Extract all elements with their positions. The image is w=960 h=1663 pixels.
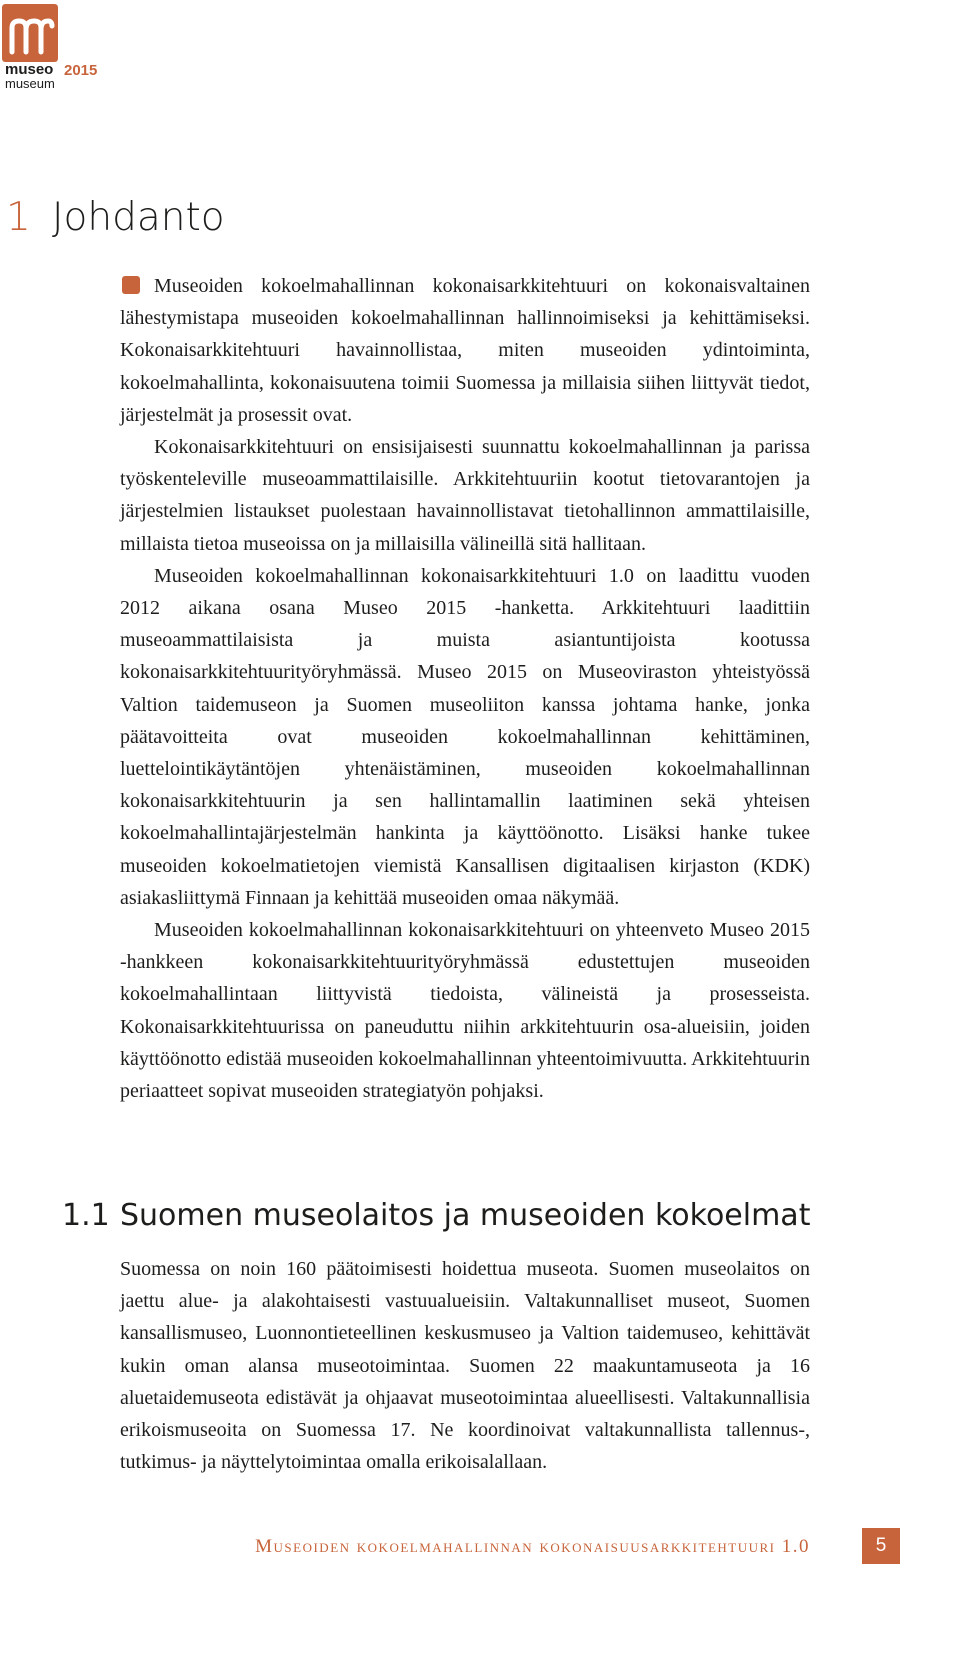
intro-paragraph-3: Museoiden kokoelmahallinnan kokonaisarkkitehtuuri 1.0 on laadittu vuoden 2012 aikana osana Museo 2015 -hanketta. Arkkitehtuuri laadittiin museoammattilaisista ja muista asiantuntijoista kootussa kokonaisarkkitehtuurityöryhmässä. Museo 2015 on Museoviraston yhteistyössä Valtion taidemuseon ja Suomen museoliiton kanssa johtama hanke, jonka päätavoitteita ovat museoiden kokoelmahallinnan kehittäminen, luettelointikäytäntöjen yhtenäistäminen, museoiden kokoelmahallinnan kokonaisarkkitehtuurin ja sen hallintamallin laatiminen sekä yhteisen kokoelmahallintajärjestelmän hankinta ja käyttöönotto. Lisäksi hanke tukee museoiden kokoelmatietojen viemistä Kansallisen digitaalisen kirjaston (KDK) asiakasliittymä Finnaan ja kehittää museoiden omaa näkymää. xyxy=(120,564,810,909)
museo-m-logo-icon xyxy=(2,4,58,62)
logo-subtitle: museum xyxy=(5,76,55,91)
intro-paragraph-4: Museoiden kokoelmahallinnan kokonaisarkkitehtuuri on yhteenveto Museo 2015 -hankkeen kokonaisarkkitehtuurityöryhmässä edustettujen museoiden kokoelmahallintaan liittyvistä tiedoista, välineistä ja prosesseista. Kokonaisarkkitehtuurissa on paneuduttu niihin arkkitehtuurin osa-alueisiin, joiden käyttöönotto edistää museoiden kokoelmahallinnan yhteentoimivuutta. Arkkitehtuurin periaatteet sopivat museoiden strategiatyön pohjaksi. xyxy=(120,919,810,1103)
section-text xyxy=(120,1253,810,1478)
section-number: 1.1 xyxy=(62,1198,110,1233)
chapter-heading xyxy=(6,196,225,240)
section-heading xyxy=(62,1196,810,1236)
intro-text xyxy=(120,270,810,1107)
running-footer-title: Museoiden kokoelmahallinnan kokonaisuusarkkitehtuuri 1.0 xyxy=(255,1536,810,1557)
chapter-title: Johdanto xyxy=(52,195,225,240)
chapter-number: 1 xyxy=(6,195,31,240)
section-paragraph: Suomessa on noin 160 päätoimisesti hoidettua museota. Suomen museolaitos on jaettu alue- ja alakohtaisesti vastuualueisiin. Valtakunnalliset museot, Suomen kansallismuseo, Luonnontieteellinen keskusmuseo ja Valtion taidemuseo, kehittävät kukin oman alansa museotoimintaa. Suomen 22 maakuntamuseota ja 16 aluetaidemuseota edistävät ja ohjaavat museotoimintaa alueellisesti. Valtakunnallisia erikoismuseoita on Suomessa 17. Ne koordinoivat valtakunnallista tallennus-, tutkimus- ja näyttelytoimintaa omalla erikoisalallaan. xyxy=(120,1258,810,1474)
intro-paragraph-1: Museoiden kokoelmahallinnan kokonaisarkkitehtuuri on kokonaisvaltainen lähestymistapa museoiden kokoelmahallinnan hallinnoimiseksi ja kehittämiseksi. Kokonaisarkkitehtuuri havainnollistaa, miten museoiden ydintoiminta, kokoelmahallinta, kokonaisuutena toimii Suomessa ja millaisia siihen liittyvät tiedot, järjestelmät ja prosessit ovat. xyxy=(120,275,810,426)
logo-year: 2015 xyxy=(64,62,98,79)
logo-word: museo xyxy=(5,61,54,78)
section-title: Suomen museolaitos ja museoiden kokoelmat xyxy=(120,1198,811,1233)
intro-paragraph-2: Kokonaisarkkitehtuuri on ensisijaisesti suunnattu kokoelmahallinnan ja parissa työskenteleville museoammattilaisille. Arkkitehtuuriin kootut tietovarantojen ja järjestelmien listaukset puolestaan havainnollistavat tietohallinnon ammattilaisille, millaista tietoa museoissa on ja millaisilla välineillä sitä hallitaan. xyxy=(120,436,810,555)
museo-logo xyxy=(2,4,112,90)
page-number: 5 xyxy=(862,1528,900,1564)
